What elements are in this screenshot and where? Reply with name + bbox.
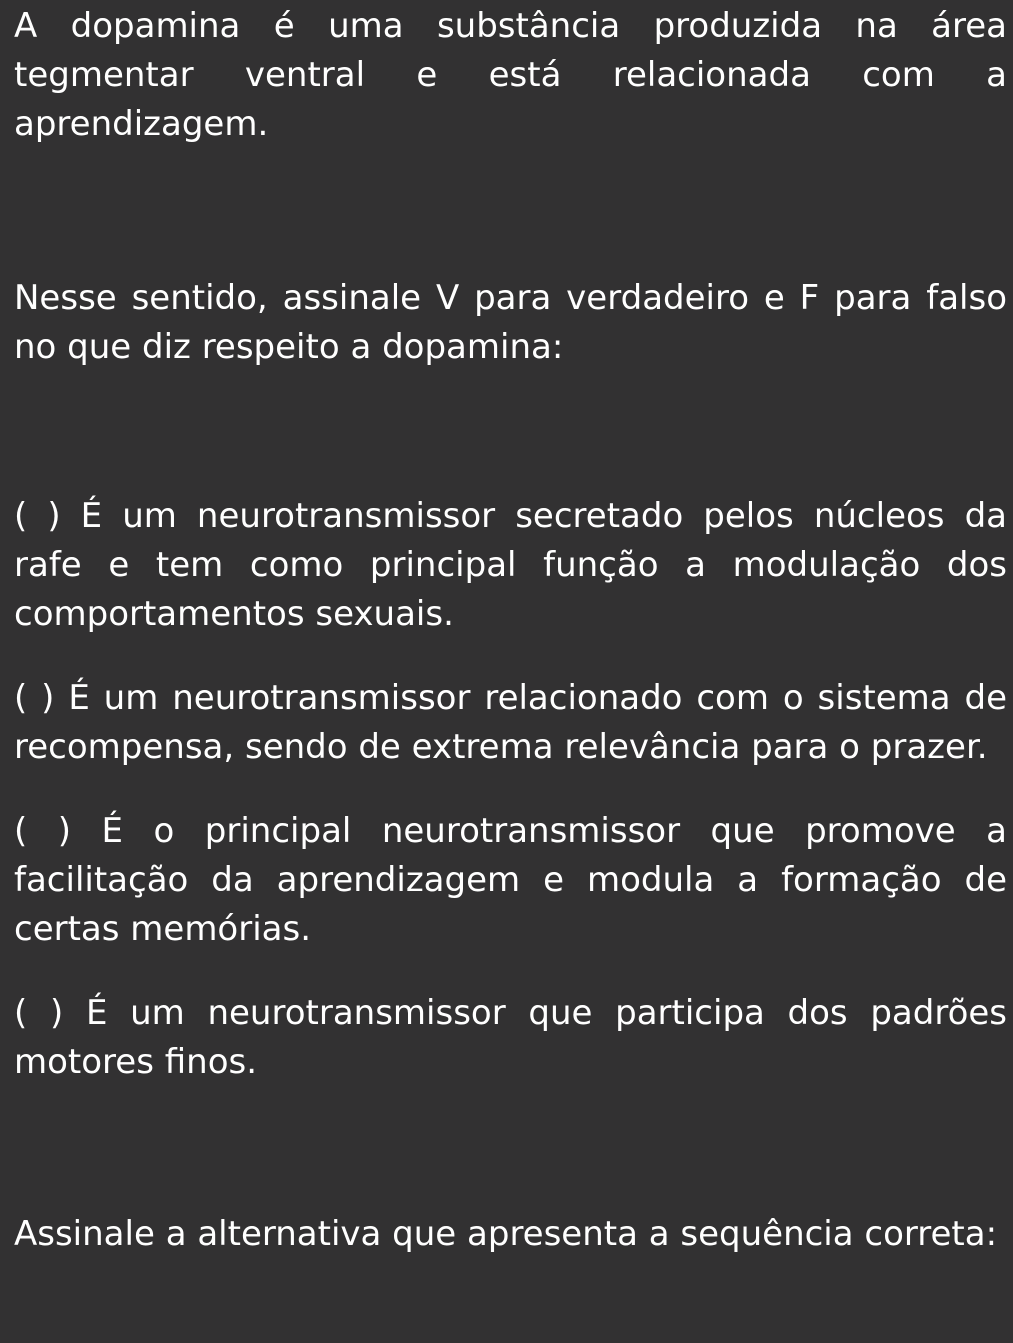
statement-item <box>14 989 1007 1087</box>
statement-text: É um neurotransmissor relacionado com o sistema de recompensa, sendo de extrema relevância para o prazer. <box>14 678 1008 767</box>
statement-marker: ( ) <box>14 993 64 1033</box>
statement-text: É um neurotransmissor secretado pelos núcleos da rafe e tem como principal função a modulação dos comportamentos sexuais. <box>14 496 1007 634</box>
statement-marker: ( ) <box>14 496 61 536</box>
statement-marker: ( ) <box>14 811 72 851</box>
statement-item <box>14 674 1007 772</box>
question-document <box>14 0 1007 1259</box>
question-prompt: Assinale a alternativa que apresenta a sequência correta: <box>14 1214 998 1254</box>
statement-text: É um neurotransmissor que participa dos padrões motores finos. <box>14 993 1008 1082</box>
statement-text: É o principal neurotransmissor que promove a facilitação da aprendizagem e modula a formação de certas memórias. <box>14 811 1007 949</box>
instruction-paragraph: Nesse sentido, assinale V para verdadeiro e F para falso no que diz respeito a dopamina: <box>14 278 1007 367</box>
statement-marker: ( ) <box>14 678 55 718</box>
statement-item <box>14 492 1007 639</box>
statement-list <box>14 492 1007 1087</box>
intro-paragraph: A dopamina é uma substância produzida na área tegmentar ventral e está relacionada com a aprendizagem. <box>14 6 1007 144</box>
statement-item <box>14 807 1007 954</box>
